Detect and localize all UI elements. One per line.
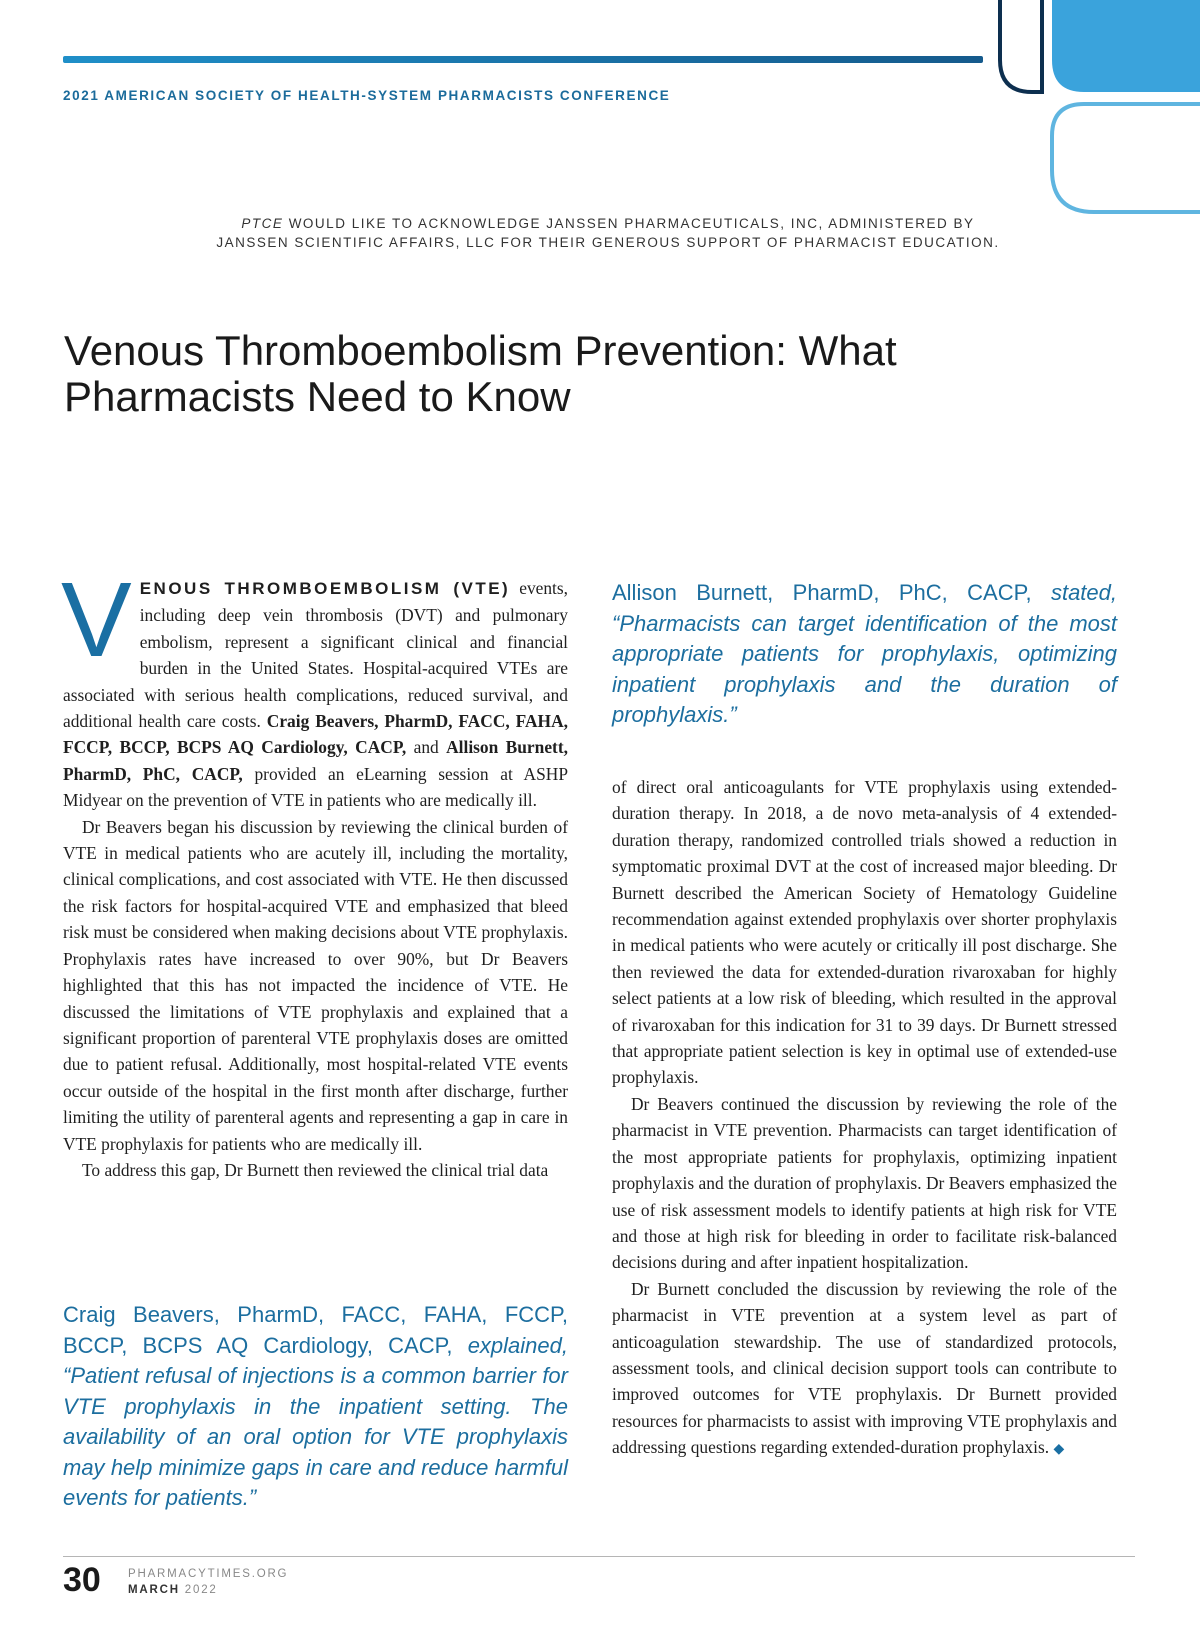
lead-caps: ENOUS THROMBOEMBOLISM (VTE) — [139, 579, 511, 598]
drop-cap: V — [61, 561, 132, 679]
p1-text-b: provided an eLearning session at ASHP Midyear on the prevention of VTE in patients who are medically ill. — [63, 763, 568, 811]
paragraph-4: of direct oral anticoagulants for VTE prophylaxis using extended-duration therapy. In 2018, a de novo meta-analysis of 4 extended-duration therapy, randomized controlled trials showed a reduction in symptomatic proximal DVT at the cost of increased major bleeding. Dr Burnett described the American Society of Hematology Guideline recommendation against extended prophylaxis over shorter prophylaxis in medical patients who were acutely or critically ill post discharge. She then reviewed the data for extended-duration rivaroxaban for highly select patients at a low risk of bleeding, which resulted in the approval of rivaroxaban for this indication for 31 to 39 days. Dr Burnett stressed that appropriate patient selection is key in optimal use of extended-use prophylaxis. — [612, 777, 1117, 1088]
acknowledgement-line1: WOULD LIKE TO ACKNOWLEDGE JANSSEN PHARMACEUTICALS, INC, ADMINISTERED BY — [283, 216, 975, 231]
acknowledgement — [63, 214, 1153, 252]
paragraph-6-text: Dr Burnett concluded the discussion by reviewing the role of the pharmacist in VTE prevention at a system level as part of anticoagulation stewardship. The use of standardized protocols, assessment tools, and clinical decision support tools can contribute to improved outcomes for VTE prophylaxis. Dr Burnett provided resources for pharmacists to assist with improving VTE prophylaxis and addressing questions regarding extended-duration prophylaxis. — [612, 1278, 1117, 1458]
p1-text-a: events, including deep vein thrombosis (DVT) and pulmonary embolism, represent a significant clinical and financial burden in the United States. Hospital-acquired VTEs are associated with serious health complications, reduced survival, and additional health care costs. — [63, 578, 569, 732]
light-blue-outline-shape — [1052, 104, 1200, 212]
navy-outline-shape — [1000, 0, 1042, 92]
pullquote-beavers — [63, 1300, 568, 1514]
footer-year: 2022 — [179, 1584, 218, 1596]
left-column — [61, 561, 569, 1183]
p1-name-beavers: Craig Beavers, PharmD, FACC, FAHA, FCCP, BCCP, BCPS AQ Cardiology, CACP, — [63, 711, 568, 758]
pullquote-burnett-name: Allison Burnett, PharmD, PhC, CACP, — [612, 580, 1032, 605]
footer-rule — [63, 1556, 1135, 1557]
acknowledgement-line2: JANSSEN SCIENTIFIC AFFAIRS, LLC FOR THEIR GENEROUS SUPPORT OF PHARMACIST EDUCATION. — [216, 235, 1000, 250]
pullquote-beavers-name: Craig Beavers, PharmD, FACC, FAHA, FCCP, BCCP, BCPS AQ Cardiology, CACP, — [63, 1302, 568, 1358]
pullquote-burnett-quote: stated, “Pharmacists can target identification of the most appropriate patients for prophylaxis, optimizing inpatient prophylaxis and the duration of prophylaxis.” — [612, 580, 1118, 727]
ptce-label: PTCE — [241, 216, 284, 231]
paragraph-5: Dr Beavers continued the discussion by reviewing the role of the pharmacist in VTE prevention. Pharmacists can target identification of the most appropriate patients for prophylaxis, optimizing inpatient prophylaxis and the duration of prophylaxis. Dr Beavers emphasized the use of risk assessment models to identify patients at high risk for VTE and those at high risk for bleeding in order to facilitate risk-balanced decisions during and after inpatient hospitalization. — [612, 1093, 1117, 1273]
pullquote-burnett — [612, 578, 1117, 731]
p1-name-burnett: Allison Burnett, PharmD, PhC, CACP, — [63, 737, 568, 784]
end-mark-icon: ◆ — [1053, 1442, 1065, 1458]
decorative-shapes — [960, 0, 1200, 240]
header-rule — [63, 56, 983, 63]
pullquote-beavers-quote: explained, “Patient refusal of injections is a common barrier for VTE prophylaxis in the inpatient setting. The availability of an oral option for VTE prophylaxis may help minimize gaps in care and reduce harmful events for patients.” — [63, 1332, 568, 1510]
footer-issue — [128, 1584, 218, 1596]
footer-month: MARCH — [128, 1584, 180, 1596]
p1-and: and — [406, 737, 447, 758]
blue-filled-shape — [1052, 0, 1200, 92]
paragraph-2: Dr Beavers began his discussion by reviewing the clinical burden of VTE in medical patients who are acutely ill, including the mortality, clinical complications, and cost associated with VTE. He then discussed the risk factors for hospital-acquired VTE and emphasized that bleed risk must be considered when making decisions about VTE prophylaxis. Prophylaxis rates have increased to over 90%, but Dr Beavers highlighted that this has not impacted the incidence of VTE. He discussed the limitations of VTE prophylaxis and explained that a significant proportion of parenteral VTE prophylaxis doses are omitted due to patient refusal. Additionally, most hospital-related VTE events occur outside of the hospital in the first month after discharge, further limiting the utility of parenteral agents and representing a gap in care in VTE prophylaxis for patients who are medically ill. — [63, 816, 568, 1154]
page-number: 30 — [63, 1561, 101, 1599]
right-column — [612, 774, 1117, 1464]
article-title: Venous Thromboembolism Prevention: What Pharmacists Need to Know — [64, 327, 897, 420]
conference-title: 2021 AMERICAN SOCIETY OF HEALTH-SYSTEM PHARMACISTS CONFERENCE — [63, 88, 671, 103]
paragraph-6 — [612, 1276, 1117, 1464]
paragraph-3: To address this gap, Dr Burnett then reviewed the clinical trial data — [82, 1159, 549, 1180]
lead-paragraph — [61, 561, 569, 814]
footer-site: PHARMACYTIMES.ORG — [128, 1568, 289, 1580]
